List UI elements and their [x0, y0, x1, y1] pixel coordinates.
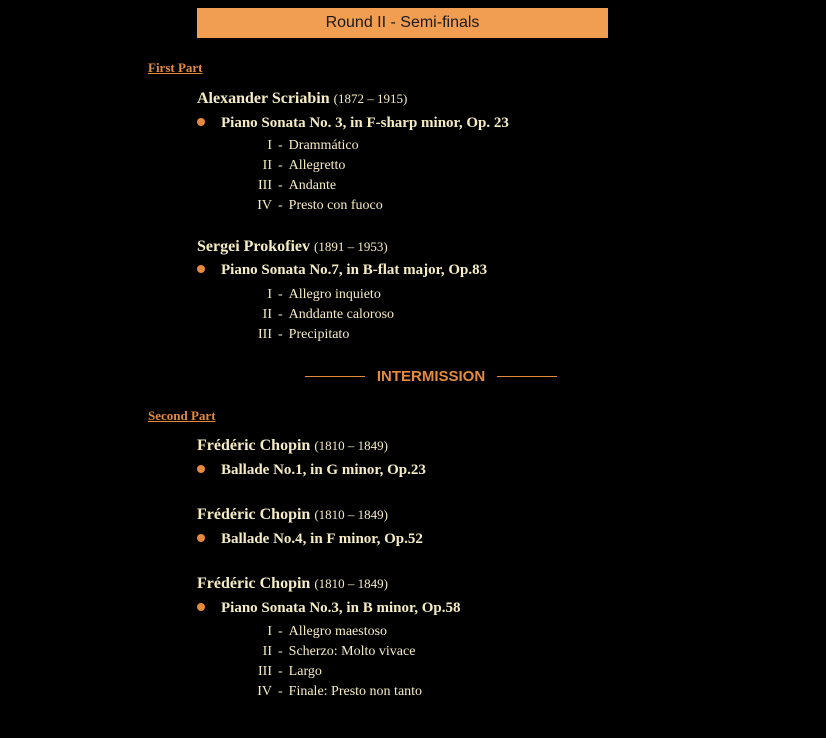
- composer-line: [197, 437, 388, 455]
- movement-title: Finale: Presto non tanto: [288, 684, 423, 699]
- movement-item: III - Largo: [230, 662, 422, 682]
- composer-name: Alexander Scriabin: [197, 90, 330, 107]
- movement-list: [230, 285, 394, 345]
- composer-dates: (1810 – 1849): [314, 576, 388, 591]
- movement-number: II: [262, 644, 272, 659]
- movement-item: I - Allegro maestoso: [230, 622, 422, 642]
- bullet-icon: [197, 118, 205, 126]
- bullet-icon: [197, 534, 205, 542]
- composer-name: Frédéric Chopin: [197, 437, 311, 454]
- movement-title: Allegretto: [288, 158, 346, 173]
- movement-title: Scherzo: Molto vivace: [288, 644, 416, 659]
- movement-item: III - Precipitato: [230, 325, 394, 345]
- movement-number: II: [262, 158, 272, 173]
- movement-title: Allegro inquieto: [288, 287, 381, 302]
- composer-dates: (1810 – 1849): [314, 438, 388, 453]
- second-part-heading: Second Part: [148, 408, 216, 423]
- movement-number: III: [258, 327, 272, 342]
- movement-list: [230, 622, 422, 702]
- movement-item: IV - Presto con fuoco: [230, 196, 383, 216]
- composer-line: [197, 238, 388, 256]
- movement-item: I - Drammático: [230, 136, 383, 156]
- movement-number: IV: [257, 198, 272, 213]
- movement-item: II - Scherzo: Molto vivace: [230, 642, 422, 662]
- divider-line: [305, 376, 365, 377]
- movement-number: II: [262, 307, 272, 322]
- work-title: [197, 531, 423, 548]
- first-part-heading: First Part: [148, 60, 203, 75]
- divider-line: [497, 376, 557, 377]
- movement-title: Anddante caloroso: [288, 307, 395, 322]
- composer-name: Frédéric Chopin: [197, 506, 311, 523]
- movement-item: II - Allegretto: [230, 156, 383, 176]
- movement-item: I - Allegro inquieto: [230, 285, 394, 305]
- work-title-text: Piano Sonata No.7, in B-flat major, Op.83: [221, 262, 488, 278]
- work-title-text: Piano Sonata No.3, in B minor, Op.58: [221, 600, 461, 616]
- movement-title: Presto con fuoco: [288, 198, 383, 213]
- bullet-icon: [197, 603, 205, 611]
- movement-number: III: [258, 664, 272, 679]
- round-banner: Round II - Semi-finals: [197, 8, 608, 38]
- work-title: [197, 262, 487, 279]
- composer-line: [197, 90, 407, 108]
- movement-title: Largo: [288, 664, 322, 679]
- movement-item: II - Anddante caloroso: [230, 305, 394, 325]
- composer-line: [197, 506, 388, 524]
- movement-title: Allegro maestoso: [288, 624, 388, 639]
- intermission-divider: [305, 366, 557, 386]
- movement-title: Drammático: [288, 138, 359, 153]
- composer-name: Frédéric Chopin: [197, 575, 311, 592]
- intermission-label: INTERMISSION: [376, 367, 486, 385]
- bullet-icon: [197, 465, 205, 473]
- composer-dates: (1891 – 1953): [314, 239, 388, 254]
- movement-number: I: [267, 287, 272, 302]
- work-title-text: Ballade No.4, in F minor, Op.52: [221, 531, 423, 547]
- composer-dates: (1872 – 1915): [333, 91, 408, 106]
- movement-title: Precipitato: [288, 327, 350, 342]
- movement-item: IV - Finale: Presto non tanto: [230, 682, 422, 702]
- work-title: [197, 462, 426, 479]
- movement-number: I: [267, 624, 272, 639]
- composer-line: [197, 575, 388, 593]
- movement-title: Andante: [288, 178, 337, 193]
- movement-number: I: [267, 138, 272, 153]
- movement-number: III: [258, 178, 272, 193]
- movement-item: III - Andante: [230, 176, 383, 196]
- work-title: [197, 115, 509, 132]
- movement-number: IV: [257, 684, 272, 699]
- composer-dates: (1810 – 1849): [314, 507, 388, 522]
- work-title: [197, 600, 461, 617]
- bullet-icon: [197, 265, 205, 273]
- composer-name: Sergei Prokofiev: [197, 238, 311, 255]
- work-title-text: Ballade No.1, in G minor, Op.23: [221, 462, 426, 478]
- work-title-text: Piano Sonata No. 3, in F-sharp minor, Op. 23: [221, 115, 509, 131]
- movement-list: [230, 136, 383, 216]
